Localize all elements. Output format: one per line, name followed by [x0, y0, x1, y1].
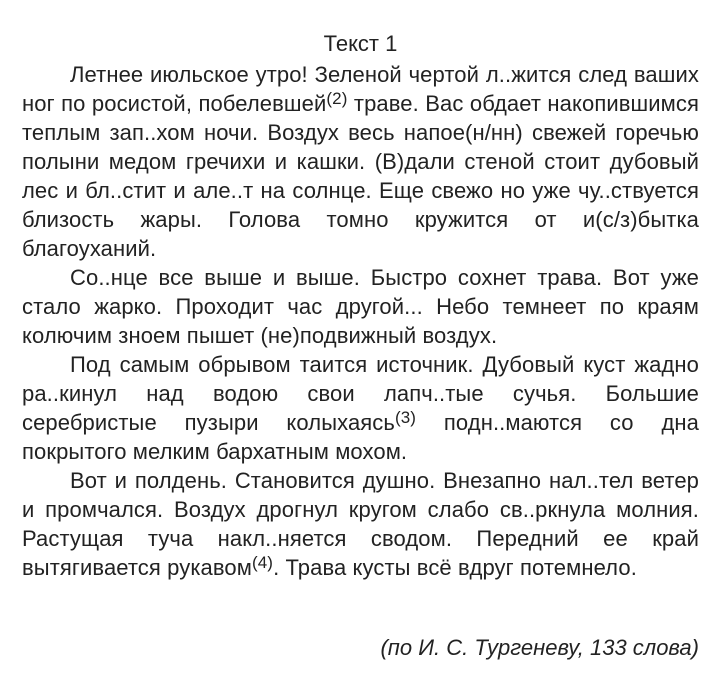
paragraph-4-text-b: . Трава кусты всё вдруг потемнело. [273, 555, 637, 580]
paragraph-2-text: Со..нце все выше и выше. Быстро сохнет трава. Вот уже стало жарко. Проходит час другой... Небо темнеет по краям колючим зноем пышет (не)подвижный воздух. [22, 265, 699, 348]
paragraph-3-text-a: Под самым обрывом таится источник. Дубовый куст жадно ра..кинул над водою свои лапч..тые сучья. Большие серебристые пузыри колыхаясь [22, 352, 699, 435]
paragraph-1-text-b: траве. Вас обдает накопившимся теплым зап..хом ночи. Воздух весь напое(н/нн) свежей горечью полыни медом гречихи и кашки. (В)дали стеной стоит дубовый лес и бл..стит и але..т на солнце. Еще свежо но уже чу..ствуется близость жары. Голова томно кружится от и(с/з)бытка благоуханий. [22, 91, 699, 261]
paragraph-1-text-a: Летнее июльское утро! Зеленой чертой л..жится след ваших ног по росистой, побелевшей [22, 62, 699, 116]
document-page [22, 30, 699, 582]
paragraph-4 [22, 466, 699, 582]
source-attribution: (по И. С. Тургеневу, 133 слова) [380, 635, 699, 660]
footnote-marker-2: (2) [326, 89, 348, 108]
paragraph-1 [22, 60, 699, 263]
paragraph-3-text-b: подн..маются со дна покрытого мелким бархатным мохом. [22, 410, 699, 464]
text-title: Текст 1 [323, 31, 398, 56]
paragraph-2 [22, 263, 699, 350]
paragraph-4-text-a: Вот и полдень. Становится душно. Внезапно нал..тел ветер и промчался. Воздух дрогнул кругом слабо св..ркнула молния. Растущая туча накл..няется сводом. Передний ее край вытягивается рукавом [22, 468, 699, 580]
footnote-marker-4: (4) [251, 553, 274, 572]
paragraph-3 [22, 350, 699, 466]
footnote-marker-3: (3) [394, 408, 417, 427]
